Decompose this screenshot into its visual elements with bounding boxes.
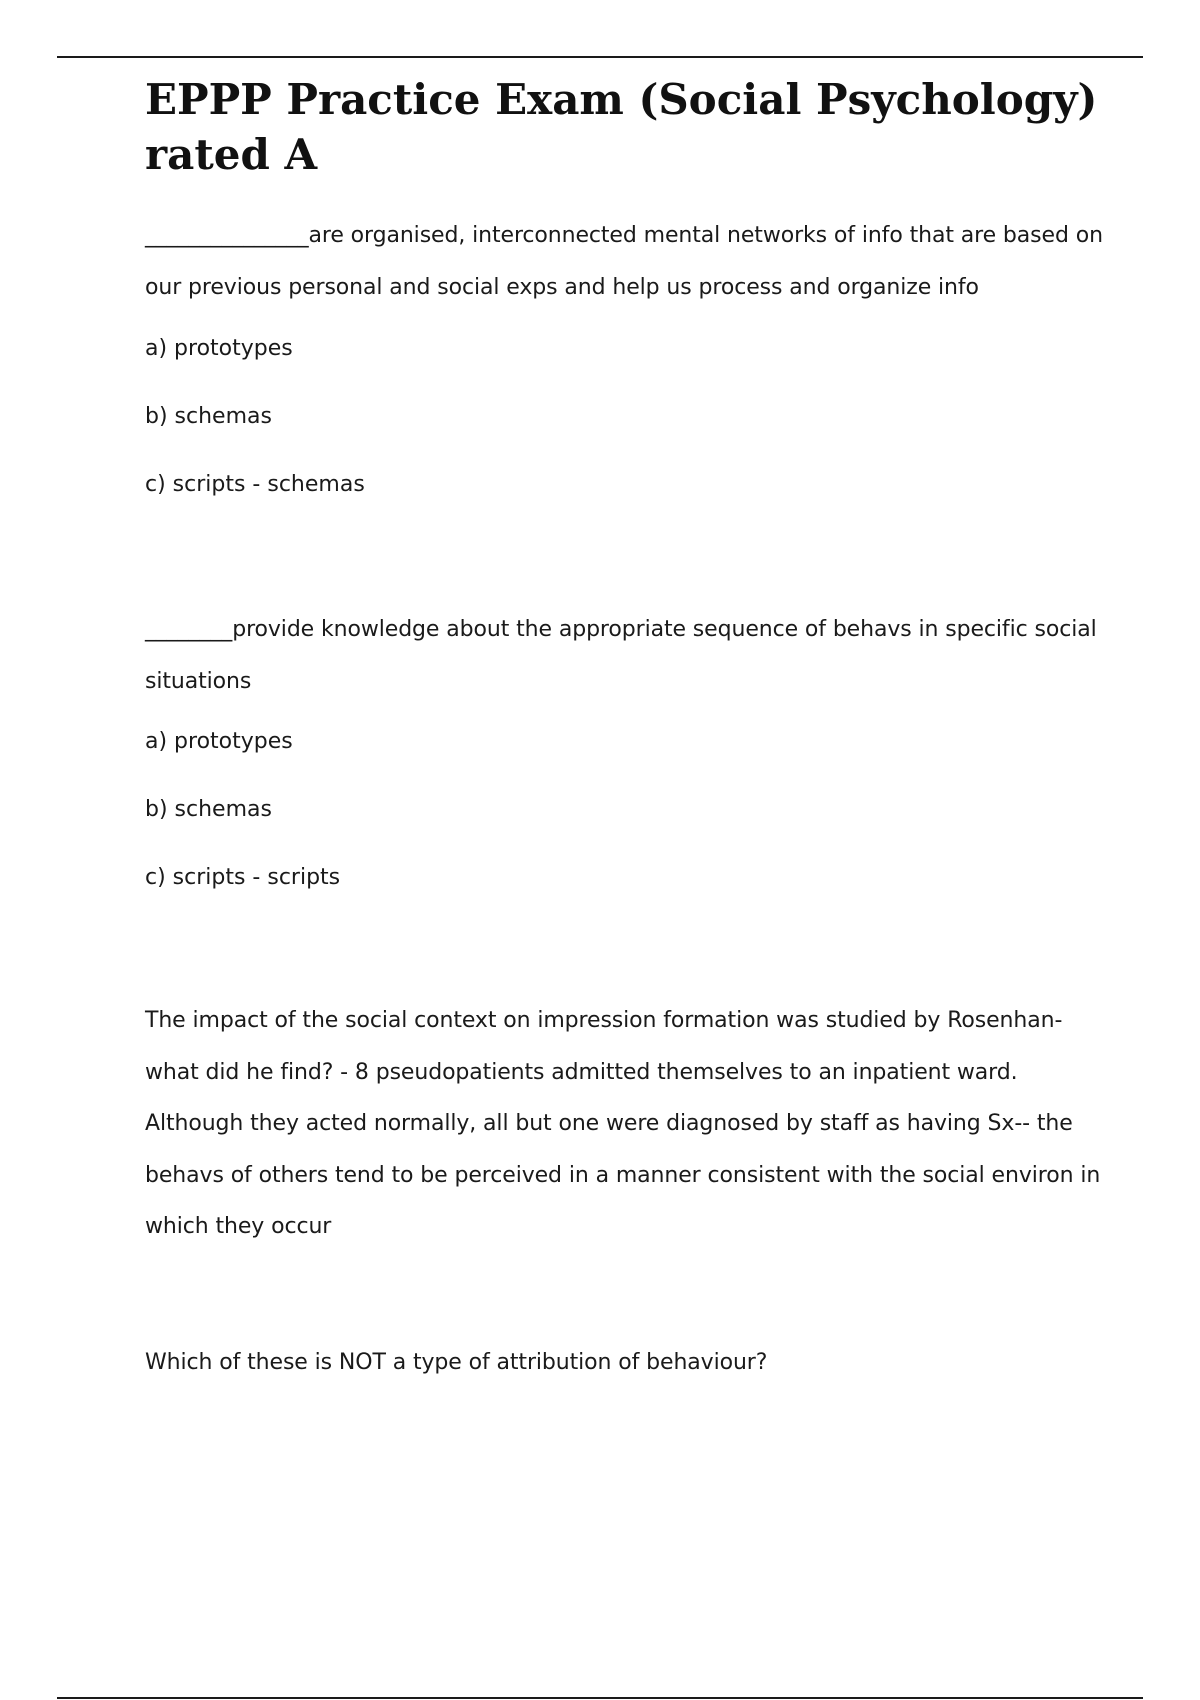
question-1-options [145,332,1105,502]
question-1-prompt: _______________are organised, interconnected mental networks of info that are based on our previous personal and social exps and help us process and organize info [145,223,1103,300]
question-3-prompt: The impact of the social context on impression formation was studied by Rosenhan-what did he find? - 8 pseudopatients admitted themselves to an inpatient ward. Although they acted normally, all but one were diagnosed by staff as having Sx-- the behavs of others tend to be perceived in a manner consistent with the social environ in which they occur [145,1008,1101,1239]
document-title: EPPP Practice Exam (Social Psychology) rated A [145,75,1098,179]
question-1-option-c: c) scripts - schemas [145,472,365,497]
document-content [145,72,1105,1388]
question-2-prompt: ________provide knowledge about the appropriate sequence of behavs in specific social situations [145,617,1097,694]
question-4-prompt: Which of these is NOT a type of attribution of behaviour? [145,1349,768,1375]
top-divider [57,56,1143,58]
bottom-divider [57,1697,1143,1699]
question-2-options [145,725,1105,895]
question-2-option-b: b) schemas [145,797,272,822]
question-2-option-a: a) prototypes [145,729,293,754]
question-1-option-b: b) schemas [145,404,272,429]
question-1-option-a: a) prototypes [145,336,293,361]
question-2-option-c: c) scripts - scripts [145,865,341,890]
